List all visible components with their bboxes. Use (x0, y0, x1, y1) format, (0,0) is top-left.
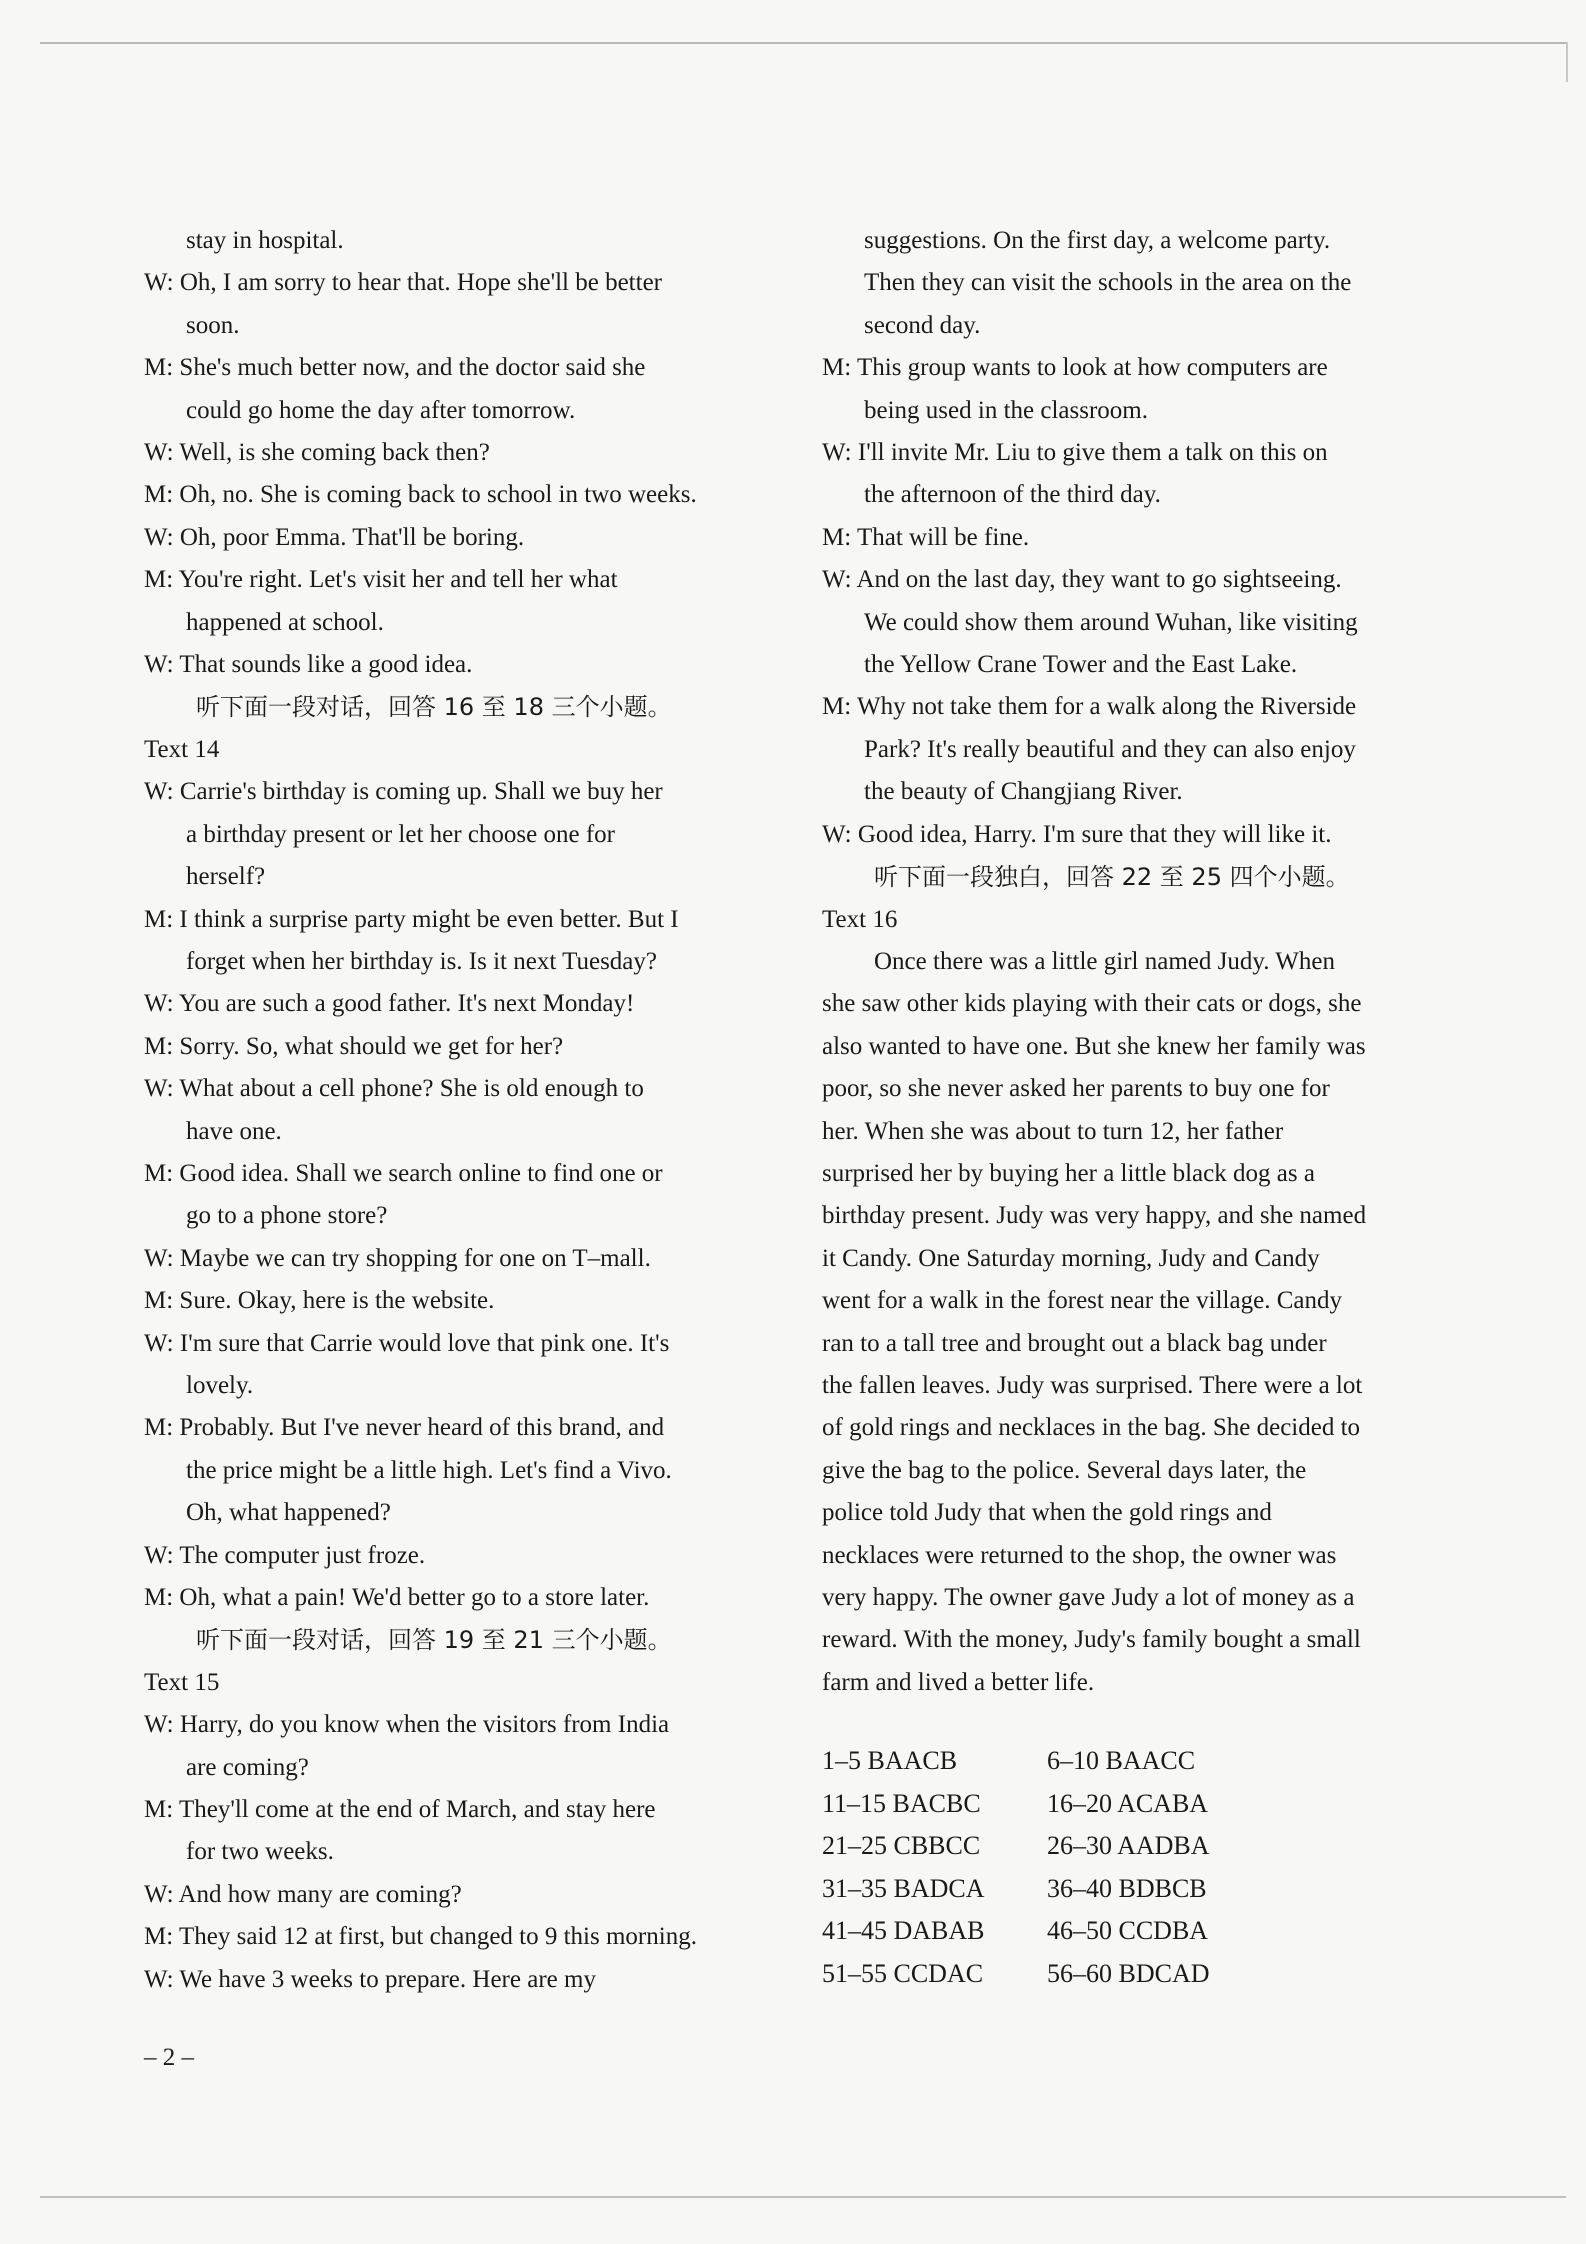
text-line: give the bag to the police. Several days later, the (822, 1456, 1307, 1484)
answer-group: 16–20 ACABA (1047, 1788, 1209, 1818)
text-line: happened at school. (186, 608, 384, 636)
text-line: M: I think a surprise party might be even better. But I (144, 905, 679, 933)
text-line: Oh, what happened? (186, 1499, 391, 1527)
text-line: Text 15 (144, 1668, 220, 1696)
text-line: M: Oh, what a pain! We'd better go to a store later. (144, 1584, 650, 1611)
text-line: Once there was a little girl named Judy. When (874, 947, 1335, 975)
text-line: M: Good idea. Shall we search online to find one or (144, 1159, 663, 1187)
text-line: Text 16 (822, 905, 898, 933)
text-line: We could show them around Wuhan, like visiting (864, 608, 1358, 636)
text-line: poor, so she never asked her parents to buy one for (822, 1075, 1330, 1103)
answer-group: 21–25 CBBCC (822, 1831, 981, 1861)
answer-row (822, 1825, 1444, 1868)
text-line: forget when her birthday is. Is it next Tuesday? (186, 947, 657, 975)
text-line: the fallen leaves. Judy was surprised. There were a lot (822, 1371, 1363, 1399)
text-line: birthday present. Judy was very happy, and she named (822, 1202, 1367, 1230)
top-border-rule (40, 42, 1566, 44)
bottom-border-rule (40, 2196, 1566, 2198)
text-line: W: Good idea, Harry. I'm sure that they will like it. (822, 820, 1332, 848)
text-line: farm and lived a better life. (822, 1668, 1095, 1696)
text-line: for two weeks. (186, 1838, 334, 1866)
page-number: – 2 – (144, 2044, 194, 2071)
text-line: W: Oh, I am sorry to hear that. Hope she'll be better (144, 269, 662, 297)
section-instruction: 听下面一段对话，回答 19 至 21 三个小题。 (196, 1626, 672, 1655)
text-line: lovely. (186, 1371, 254, 1399)
text-line: very happy. The owner gave Judy a lot of money as a (822, 1584, 1355, 1611)
text-line: M: That will be fine. (822, 523, 1030, 551)
text-line: ran to a tall tree and brought out a black bag under (822, 1329, 1327, 1357)
text-line: M: Sorry. So, what should we get for her? (144, 1032, 564, 1060)
answer-group: 1–5 BAACB (822, 1746, 958, 1776)
answer-row (822, 1910, 1444, 1953)
text-line: went for a walk in the forest near the village. Candy (822, 1287, 1342, 1315)
answer-row (822, 1868, 1444, 1911)
text-line: Park? It's really beautiful and they can also enjoy (864, 735, 1356, 763)
answer-group: 56–60 BDCAD (1047, 1958, 1210, 1988)
text-line: her. When she was about to turn 12, her father (822, 1117, 1284, 1145)
text-line: M: They'll come at the end of March, and stay here (144, 1796, 656, 1824)
text-line: go to a phone store? (186, 1202, 388, 1230)
text-line: W: I'm sure that Carrie would love that pink one. It's (144, 1329, 670, 1357)
answer-group: 11–15 BACBC (822, 1788, 981, 1818)
text-line: police told Judy that when the gold rings and (822, 1499, 1272, 1527)
text-line: also wanted to have one. But she knew her family was (822, 1032, 1366, 1060)
text-line: she saw other kids playing with their cats or dogs, she (822, 990, 1362, 1018)
text-line: M: Oh, no. She is coming back to school in two weeks. (144, 481, 697, 509)
text-line: suggestions. On the first day, a welcome party. (864, 227, 1331, 254)
text-line: are coming? (186, 1753, 309, 1781)
answer-group: 31–35 BADCA (822, 1873, 985, 1903)
right-text-lines (822, 220, 1444, 1704)
text-line: M: Probably. But I've never heard of this brand, and (144, 1414, 665, 1442)
text-line: have one. (186, 1117, 282, 1145)
text-line: M: She's much better now, and the doctor said she (144, 354, 646, 382)
text-line: the afternoon of the third day. (864, 481, 1161, 509)
text-line: M: They said 12 at first, but changed to 9 this morning. (144, 1923, 697, 1951)
text-line: herself? (186, 863, 266, 891)
answer-group: 41–45 DABAB (822, 1916, 985, 1946)
left-text-column (144, 220, 764, 2001)
text-line: W: Harry, do you know when the visitors from India (144, 1711, 670, 1739)
answer-group: 36–40 BDBCB (1047, 1873, 1207, 1903)
text-line: M: This group wants to look at how computers are (822, 354, 1328, 382)
text-line: W: You are such a good father. It's next Monday! (144, 990, 635, 1018)
text-line: M: You're right. Let's visit her and tell her what (144, 566, 618, 594)
text-line: a birthday present or let her choose one for (186, 820, 616, 848)
text-line: W: The computer just froze. (144, 1541, 426, 1569)
text-line: the Yellow Crane Tower and the East Lake. (864, 651, 1298, 679)
section-instruction: 听下面一段独白，回答 22 至 25 四个小题。 (874, 863, 1350, 892)
answer-group: 6–10 BAACC (1047, 1746, 1196, 1776)
answer-row (822, 1953, 1444, 1996)
text-line: of gold rings and necklaces in the bag. She decided to (822, 1414, 1361, 1442)
answer-group: 46–50 CCDBA (1047, 1916, 1209, 1946)
text-line: M: Sure. Okay, here is the website. (144, 1287, 495, 1315)
text-line: W: What about a cell phone? She is old enough to (144, 1075, 644, 1103)
text-line: surprised her by buying her a little black dog as a (822, 1159, 1315, 1187)
text-line: the beauty of Changjiang River. (864, 778, 1183, 806)
answer-group: 51–55 CCDAC (822, 1958, 984, 1988)
right-border-rule (1566, 42, 1568, 82)
text-line: Text 14 (144, 735, 220, 763)
text-line: stay in hospital. (186, 227, 344, 254)
text-line: W: And on the last day, they want to go sightseeing. (822, 566, 1342, 594)
text-line: W: Well, is she coming back then? (144, 439, 490, 467)
answer-key (822, 1740, 1444, 1995)
text-line: soon. (186, 311, 240, 339)
text-line: W: And how many are coming? (144, 1880, 462, 1908)
text-line: M: Why not take them for a walk along the Riverside (822, 693, 1357, 721)
text-line: W: Oh, poor Emma. That'll be boring. (144, 523, 525, 551)
text-line: W: Maybe we can try shopping for one on T–mall. (144, 1244, 651, 1272)
text-line: reward. With the money, Judy's family bought a small (822, 1626, 1361, 1654)
answer-row (822, 1740, 1444, 1783)
section-instruction: 听下面一段对话，回答 16 至 18 三个小题。 (196, 693, 672, 722)
text-line: W: We have 3 weeks to prepare. Here are my (144, 1965, 596, 1993)
text-line: could go home the day after tomorrow. (186, 396, 576, 424)
answer-row (822, 1783, 1444, 1826)
text-line: W: That sounds like a good idea. (144, 651, 473, 679)
text-line: W: Carrie's birthday is coming up. Shall we buy her (144, 778, 663, 806)
text-line: being used in the classroom. (864, 396, 1148, 424)
text-line: necklaces were returned to the shop, the owner was (822, 1541, 1337, 1569)
text-line: W: I'll invite Mr. Liu to give them a talk on this on (822, 439, 1328, 467)
text-line: it Candy. One Saturday morning, Judy and Candy (822, 1244, 1320, 1272)
text-line: Then they can visit the schools in the area on the (864, 269, 1352, 297)
text-line: second day. (864, 311, 981, 339)
answer-group: 26–30 AADBA (1047, 1831, 1210, 1861)
right-text-column (822, 220, 1444, 1995)
text-line: the price might be a little high. Let's find a Vivo. (186, 1456, 672, 1484)
